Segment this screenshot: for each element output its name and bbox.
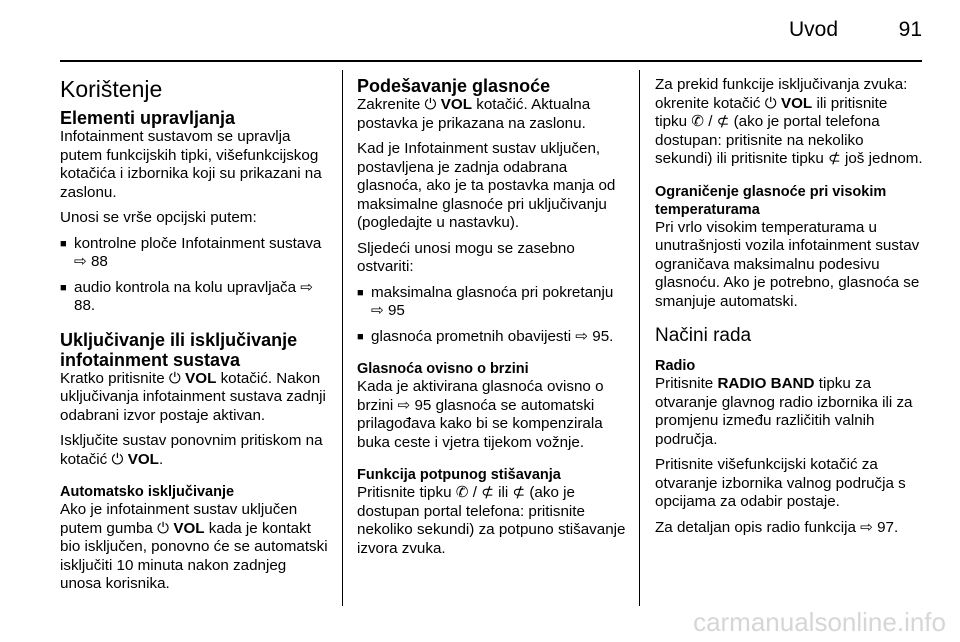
page-number: 91 <box>898 18 922 41</box>
paragraph: Kad je Infotainment sustav uključen, postavljena je zadnja odabrana glasnoća, ako je ta postavka manja od maksimalne glasnoće pri uključivanju (pogledajte u nastavku). <box>357 140 616 231</box>
paragraph: Isključite sustav ponovnim pritiskom na kotačić ⏻ VOL. <box>60 432 323 468</box>
paragraph: Pritisnite tipku ✆ / ⊄ ili ⊄ (ako je dostupan portal telefona: pritisnite nekoliko sekundi) za potpuno stišavanje izvora zvuka. <box>357 484 626 557</box>
minor-heading: Automatsko isključivanje <box>60 484 235 500</box>
column-2 <box>357 70 629 565</box>
column-1 <box>60 70 330 601</box>
bullet-icon: ■ <box>357 286 364 299</box>
paragraph: Kratko pritisnite ⏻ VOL kotačić. Nakon uključivanja infotainment sustava zadnji odabrani izvor postaje aktivan. <box>60 369 326 424</box>
paragraph: Pritisnite RADIO BAND tipku za otvaranje glavnog radio izbornika ili za promjenu između različitih valnih područja. <box>655 375 913 448</box>
header-rule <box>60 60 922 62</box>
paragraph: Za prekid funkcije isključivanja zvuka: okrenite kotačić ⏻ VOL ili pritisnite tipku ✆ / ⊄ (ako je portal telefona dostupan: pritisnite na nekoliko sekundi) ili pritisnite tipku ⊄ još jednom. <box>655 76 923 167</box>
subsection-heading: Podešavanje glasnoće <box>357 76 551 96</box>
paragraph: Infotainment sustavom se upravlja putem funkcijskih tipki, višefunkcijskog kotačića i izbornika koji su prikazani na zaslonu. <box>60 128 322 201</box>
minor-heading: Ograničenje glasnoće pri visokim temperaturama <box>655 183 887 218</box>
list-item-text: maksimalna glasnoća pri pokretanju ⇨ 95 <box>371 283 614 319</box>
bullet-icon: ■ <box>60 281 67 294</box>
section-heading: Korištenje <box>60 76 163 102</box>
list-item <box>60 279 330 316</box>
subsection-heading: Elementi upravljanja <box>60 108 236 128</box>
paragraph: Unosi se vrše opcijski putem: <box>60 209 257 226</box>
column-divider <box>639 70 640 606</box>
list-item-text: audio kontrola na kolu upravljača ⇨ 88. <box>74 278 313 314</box>
page-header <box>60 0 922 60</box>
list-item <box>60 235 330 272</box>
subsection-heading: Načini rada <box>655 325 752 346</box>
subsection-heading: Uključivanje ili isključivanje infotainment sustava <box>60 329 298 370</box>
header-title: Uvod <box>788 18 838 41</box>
paragraph: Pritisnite višefunkcijski kotačić za otvaranje izbornika valnog područja s opcijama za odabir postaje. <box>655 456 906 510</box>
bullet-icon: ■ <box>60 237 67 250</box>
list-item-text: glasnoća prometnih obavijesti ⇨ 95. <box>371 327 614 345</box>
minor-heading: Radio <box>655 358 696 374</box>
list-item <box>357 284 629 321</box>
list-item <box>357 328 629 347</box>
watermark: carmanualsonline.info <box>693 607 946 637</box>
minor-heading: Funkcija potpunog stišavanja <box>357 467 561 483</box>
paragraph: Pri vrlo visokim temperaturama u unutrašnjosti vozila infotainment sustav ograničava maksimalnu podesivu glasnoću. Ako je potrebno, glasnoća se smanjuje automatski. <box>655 218 920 310</box>
paragraph: Kada je aktivirana glasnoća ovisno o brzini ⇨ 95 glasnoća se automatski prilagođava kako bi se kompenzirala buka ceste i vjetra tijekom vožnje. <box>357 378 604 451</box>
paragraph: Sljedeći unosi mogu se zasebno ostvariti: <box>357 239 575 275</box>
paragraph: Za detaljan opis radio funkcija ⇨ 97. <box>655 518 899 536</box>
bullet-icon: ■ <box>357 330 364 343</box>
list-item-text: kontrolne ploče Infotainment sustava ⇨ 88 <box>74 234 322 270</box>
paragraph: Ako je infotainment sustav uključen putem gumba ⏻ VOL kada je kontakt bio isključen, ponovno će se automatski isključiti 10 minuta nakon zadnjeg unosa korisnika. <box>60 501 328 592</box>
minor-heading: Glasnoća ovisno o brzini <box>357 361 529 377</box>
column-divider <box>342 70 343 606</box>
paragraph: Zakrenite ⏻ VOL kotačić. Aktualna postavka je prikazana na zaslonu. <box>357 96 591 132</box>
column-3 <box>655 70 923 544</box>
